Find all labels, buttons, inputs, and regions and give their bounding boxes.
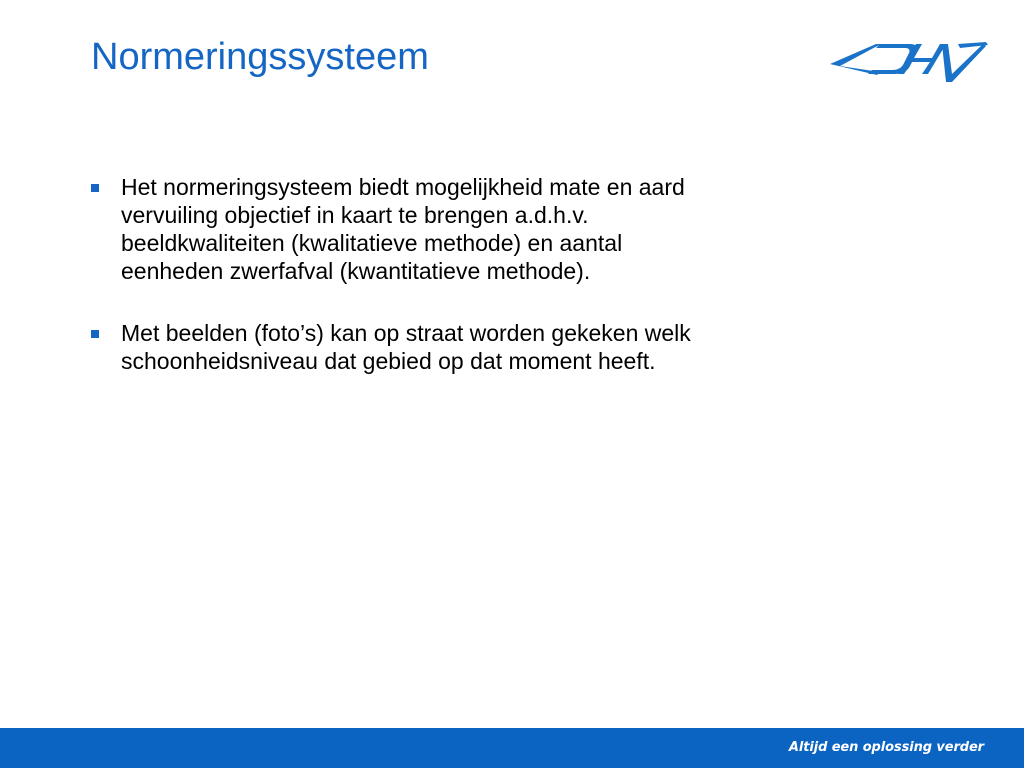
footer-slogan: Altijd een oplossing verder <box>788 740 984 755</box>
bullet-item <box>88 319 708 375</box>
bullet-text: Het normeringsysteem biedt mogelijkheid mate en aard vervuiling objectief in kaart te brengen a.d.h.v. beeldkwaliteiten (kwalitatieve methode) en aantal eenheden zwerfafval (kwantitatieve methode). <box>121 174 685 284</box>
dhv-logo <box>828 40 988 88</box>
bullet-item <box>88 173 708 285</box>
bullet-list <box>88 173 708 409</box>
bullet-text: Met beelden (foto’s) kan op straat worden gekeken welk schoonheidsniveau dat gebied op dat moment heeft. <box>121 320 691 374</box>
dhv-logo-icon <box>828 40 988 88</box>
square-bullet-icon <box>91 184 99 192</box>
footer-bar <box>0 728 1024 768</box>
square-bullet-icon <box>91 330 99 338</box>
slide-title: Normeringssysteem <box>91 36 429 78</box>
